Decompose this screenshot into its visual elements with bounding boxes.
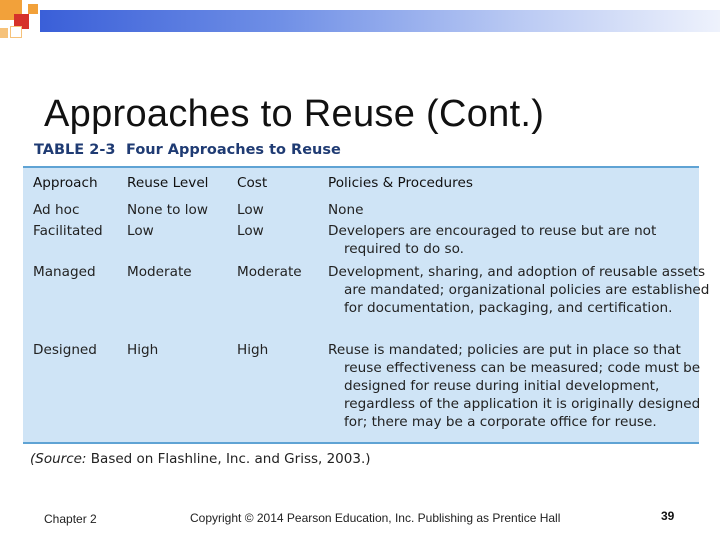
cell-policy: Developers are encouraged to reuse but are not required to do so. [328,223,657,257]
header-policies: Policies & Procedures [328,175,473,191]
cell-approach: Ad hoc [33,202,80,218]
cell-cost: Low [237,223,264,239]
cell-policy: None [328,202,364,218]
source-text: Based on Flashline, Inc. and Griss, 2003.) [90,451,371,467]
table-title: Four Approaches to Reuse [126,142,341,158]
header-reuse-level: Reuse Level [127,175,209,191]
cell-reuse-level: High [127,342,159,358]
footer-chapter: Chapter 2 [44,512,97,526]
logo-square-orange-low [0,28,8,38]
cell-approach: Facilitated [33,223,103,239]
source-prefix: (Source: [30,451,91,467]
cell-approach: Designed [33,342,97,358]
cell-reuse-level: Low [127,223,154,239]
header-cost: Cost [237,175,268,191]
cell-approach: Managed [33,264,96,280]
logo-decoration [0,0,40,40]
header-gradient-band [40,10,720,32]
cell-cost: High [237,342,269,358]
cell-policy: Development, sharing, and adoption of reusable assets are mandated; organizational policies are established for documentation, packaging, and certification. [328,264,710,316]
slide-title: Approaches to Reuse (Cont.) [44,93,545,136]
header-approach: Approach [33,175,98,191]
table-number: TABLE 2-3 [34,142,116,158]
reuse-approaches-table [23,166,710,444]
cell-cost: Low [237,202,264,218]
logo-square-orange-small [28,4,38,14]
cell-policy: Reuse is mandated; policies are put in place so that reuse effectiveness can be measured; code must be designed for reuse during initial development, regardless of the application it is originally designed for; there may be a corporate office for reuse. [328,342,701,430]
table-source-note [30,451,371,467]
footer-copyright: Copyright © 2014 Pearson Education, Inc. Publishing as Prentice Hall [190,511,561,525]
cell-reuse-level: None to low [127,202,208,218]
logo-square-white [10,26,22,38]
cell-reuse-level: Moderate [127,264,192,280]
cell-cost: Moderate [237,264,302,280]
page-number: 39 [661,509,675,523]
